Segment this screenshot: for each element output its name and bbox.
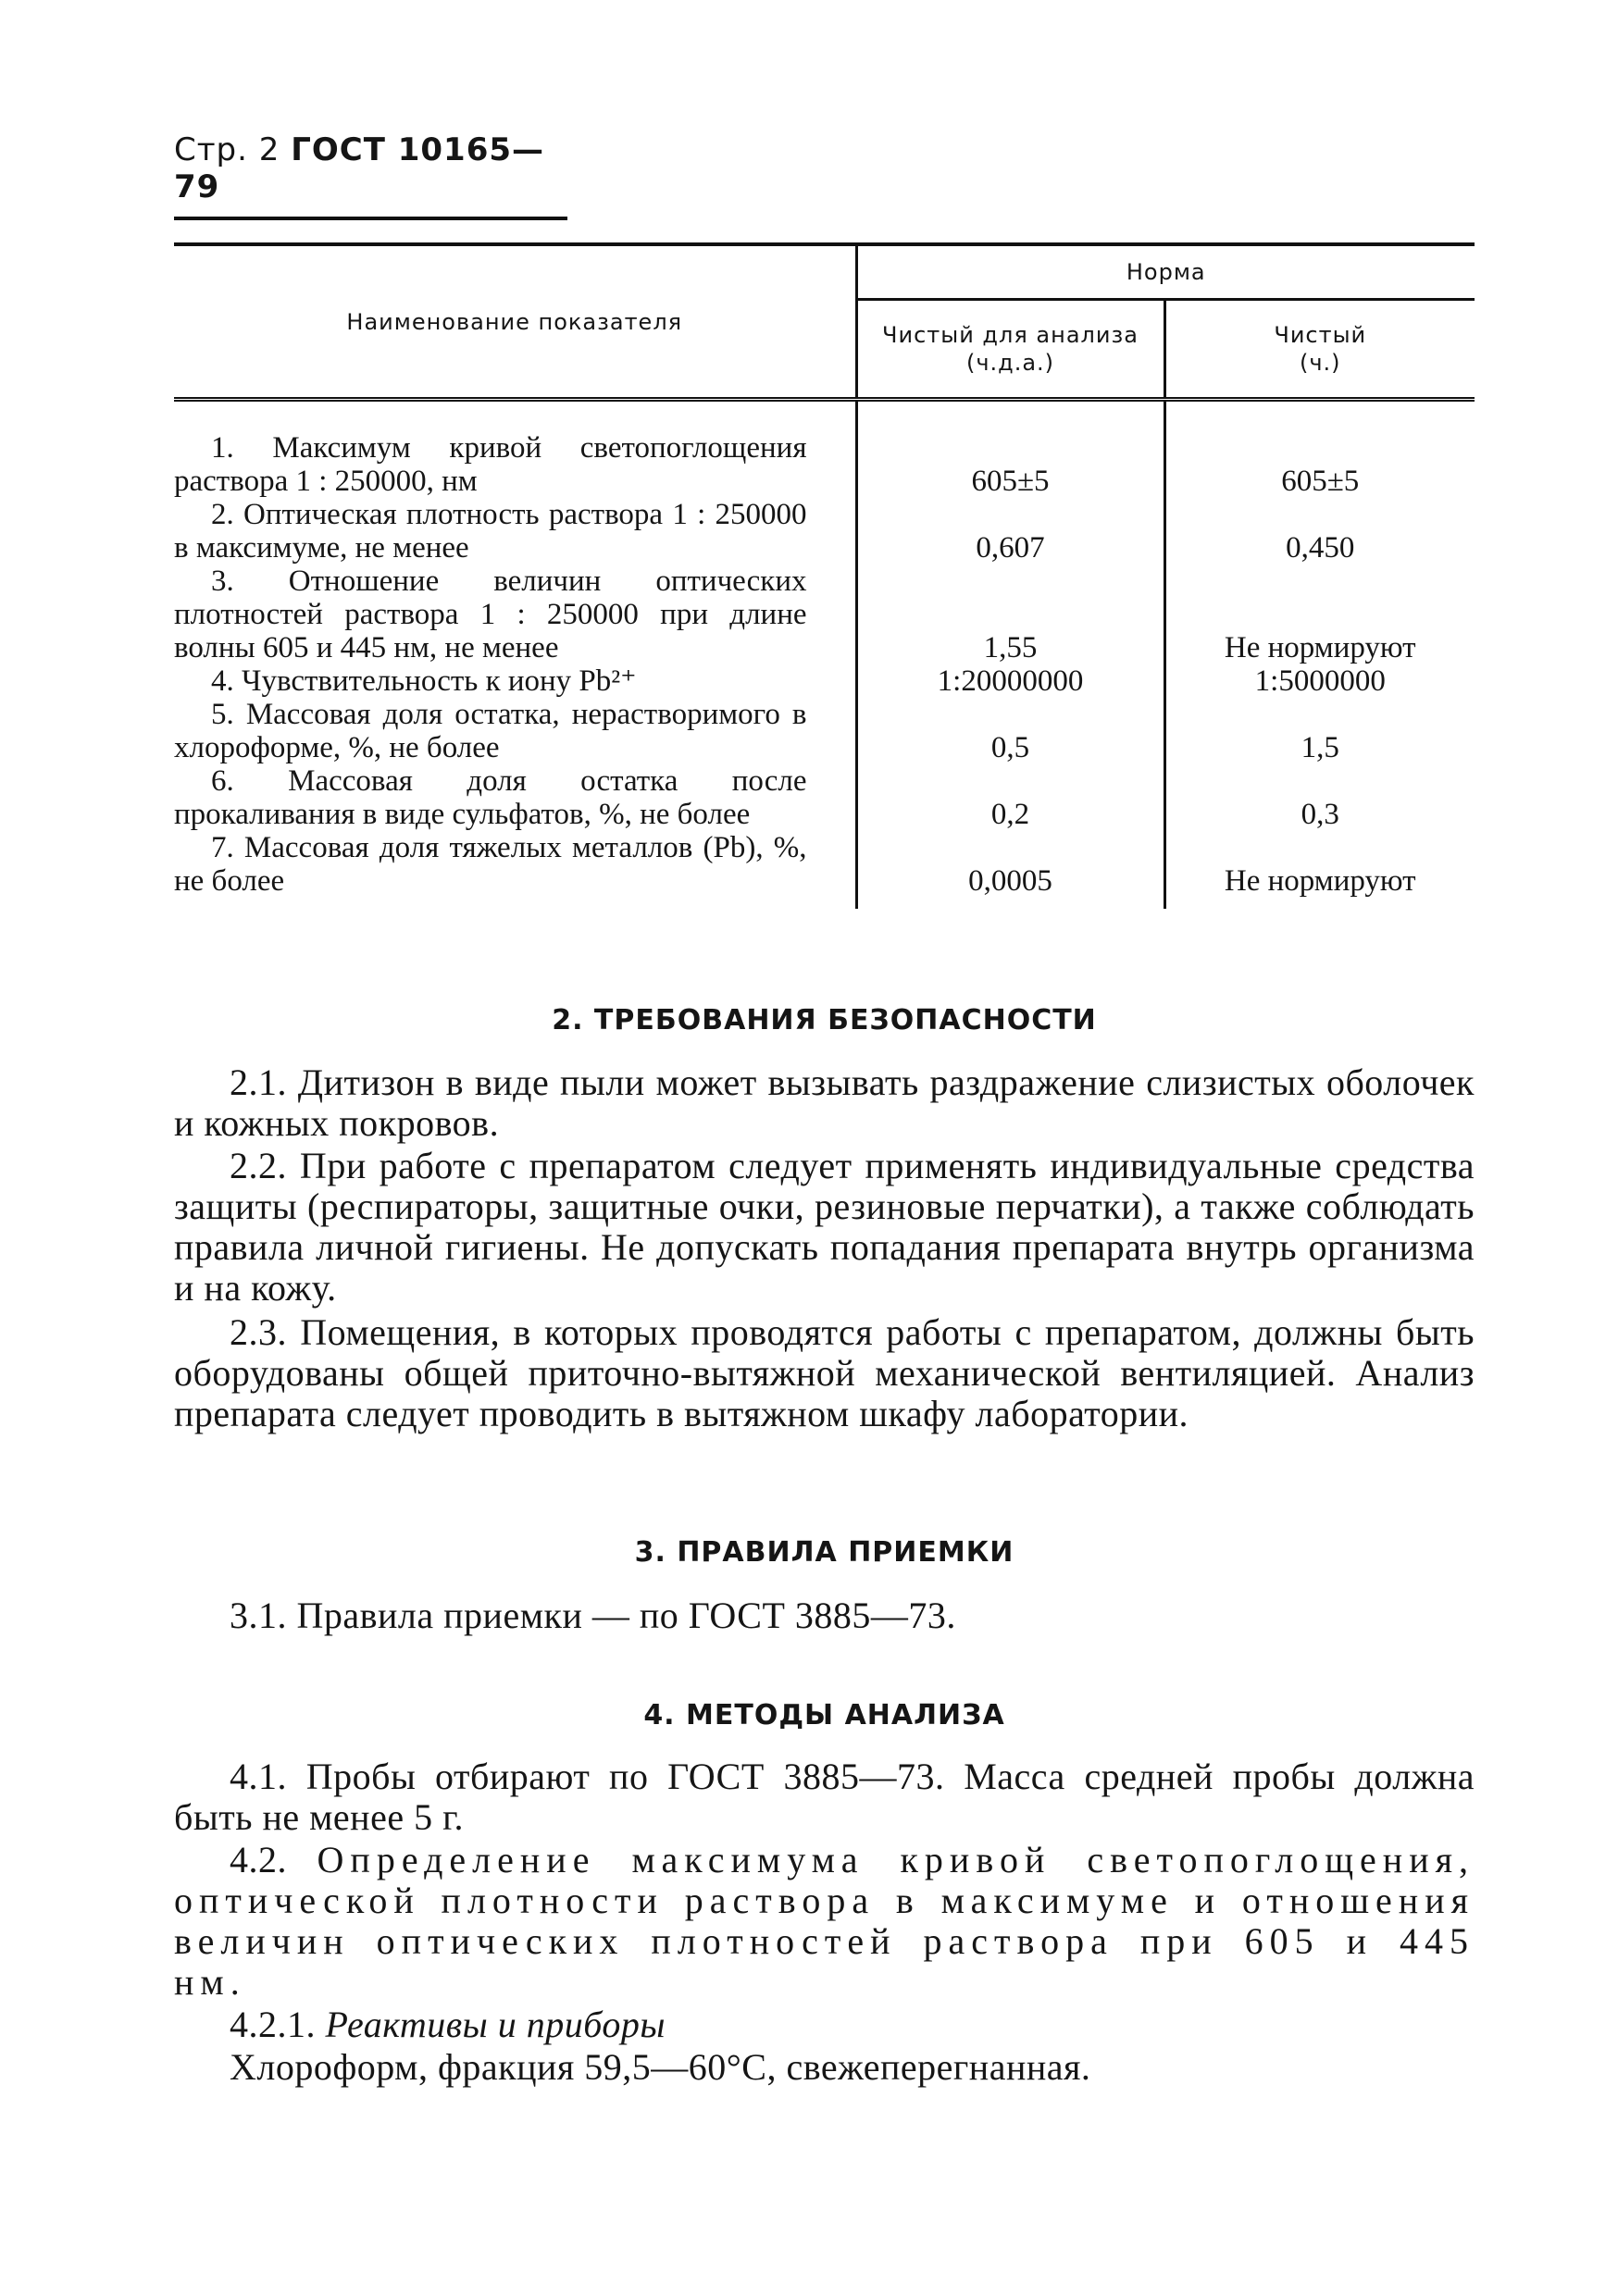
- value-pure: 1,5: [1301, 731, 1339, 764]
- paragraph-2-1: 2.1. Дитизон в виде пыли может вызывать раздражение слизистых оболочек и кожных покровов.: [174, 1061, 1475, 1144]
- value-pure-analysis: 1:20000000: [856, 664, 1164, 698]
- value-pure-analysis: 0,5: [856, 698, 1164, 764]
- table-row: [174, 831, 1475, 909]
- table-row: [174, 565, 1475, 664]
- column-header-norm: Норма: [856, 244, 1475, 300]
- table-row: [174, 498, 1475, 565]
- value-pure-analysis: 0,0005: [856, 831, 1164, 909]
- value-pure-analysis: 605±5: [856, 400, 1164, 499]
- paragraph-reagent: Хлороформ, фракция 59,5—60°С, свежеперегнанная.: [230, 2046, 1091, 2088]
- section-heading-safety: 2. ТРЕБОВАНИЯ БЕЗОПАСНОСТИ: [552, 1004, 1097, 1036]
- page-header: [174, 131, 567, 220]
- table-row: [174, 664, 1475, 698]
- value-pure-analysis: 0,2: [856, 764, 1164, 831]
- subsection-title: Реактивы и приборы: [325, 2004, 666, 2045]
- indicator-name: 3. Отношение величин оптических плотностей раствора 1 : 250000 при длине волны 605 и 445 нм, не менее: [174, 565, 807, 664]
- column-header-name: Наименование показателя: [174, 244, 856, 400]
- value-pure: 0,3: [1301, 798, 1339, 831]
- section-heading-analysis-methods: 4. МЕТОДЫ АНАЛИЗА: [643, 1699, 1005, 1731]
- specification-table: [174, 242, 1475, 909]
- value-pure: 0,450: [1286, 531, 1355, 565]
- indicator-name: 4. Чувствительность к иону Pb²⁺: [211, 664, 637, 698]
- indicator-name: 6. Массовая доля остатка после прокаливания в виде сульфатов, %, не более: [174, 764, 807, 831]
- indicator-name: 5. Массовая доля остатка, нерастворимого в хлороформе, %, не более: [174, 698, 807, 764]
- paragraph-2-2: 2.2. При работе с препаратом следует применять индивидуальные средства защиты (респираторы, защитные очки, резиновые перчатки), а также соблюдать правила личной гигиены. Не допускать попадания препарата внутрь организма и на кожу.: [174, 1145, 1475, 1309]
- paragraph-4-2: 4.2. Определение максимума кривой светопоглощения, оптической плотности раствора в максимуме и отношения величин оптических плотностей раствора при 605 и 445 нм.: [174, 1839, 1475, 2003]
- document-id: ГОСТ 10165—79: [174, 131, 545, 205]
- column-header-pure: Чистый (ч.): [1164, 300, 1475, 400]
- value-pure: Не нормируют: [1224, 864, 1416, 898]
- section-heading-acceptance: 3. ПРАВИЛА ПРИЕМКИ: [634, 1536, 1014, 1569]
- paragraph-4-2-1: 4.2.1. Реактивы и приборы: [230, 2004, 666, 2045]
- table-row: [174, 400, 1475, 499]
- indicator-name: 1. Максимум кривой светопоглощения раствора 1 : 250000, нм: [174, 431, 807, 498]
- table-row: [174, 698, 1475, 764]
- value-pure: 605±5: [1281, 465, 1360, 498]
- table-row: [174, 764, 1475, 831]
- indicator-name: 7. Массовая доля тяжелых металлов (Pb), %, не более: [174, 831, 807, 898]
- paragraph-4-1: 4.1. Пробы отбирают по ГОСТ 3885—73. Масса средней пробы должна быть не менее 5 г.: [174, 1756, 1475, 1838]
- value-pure-analysis: 1,55: [856, 565, 1164, 664]
- value-pure-analysis: 0,607: [856, 498, 1164, 565]
- paragraph-2-3: 2.3. Помещения, в которых проводятся работы с препаратом, должны быть оборудованы общей приточно-вытяжной механической вентиляцией. Анализ препарата следует проводить в вытяжном шкафу лаборатории.: [174, 1311, 1475, 1434]
- page-number: Стр. 2: [174, 131, 280, 168]
- paragraph-3-1: 3.1. Правила приемки — по ГОСТ 3885—73.: [230, 1595, 956, 1636]
- indicator-name: 2. Оптическая плотность раствора 1 : 250000 в максимуме, не менее: [174, 498, 807, 565]
- value-pure: 1:5000000: [1254, 664, 1386, 698]
- value-pure: Не нормируют: [1224, 631, 1416, 664]
- column-header-pure-analysis: Чистый для анализа (ч.д.а.): [856, 300, 1164, 400]
